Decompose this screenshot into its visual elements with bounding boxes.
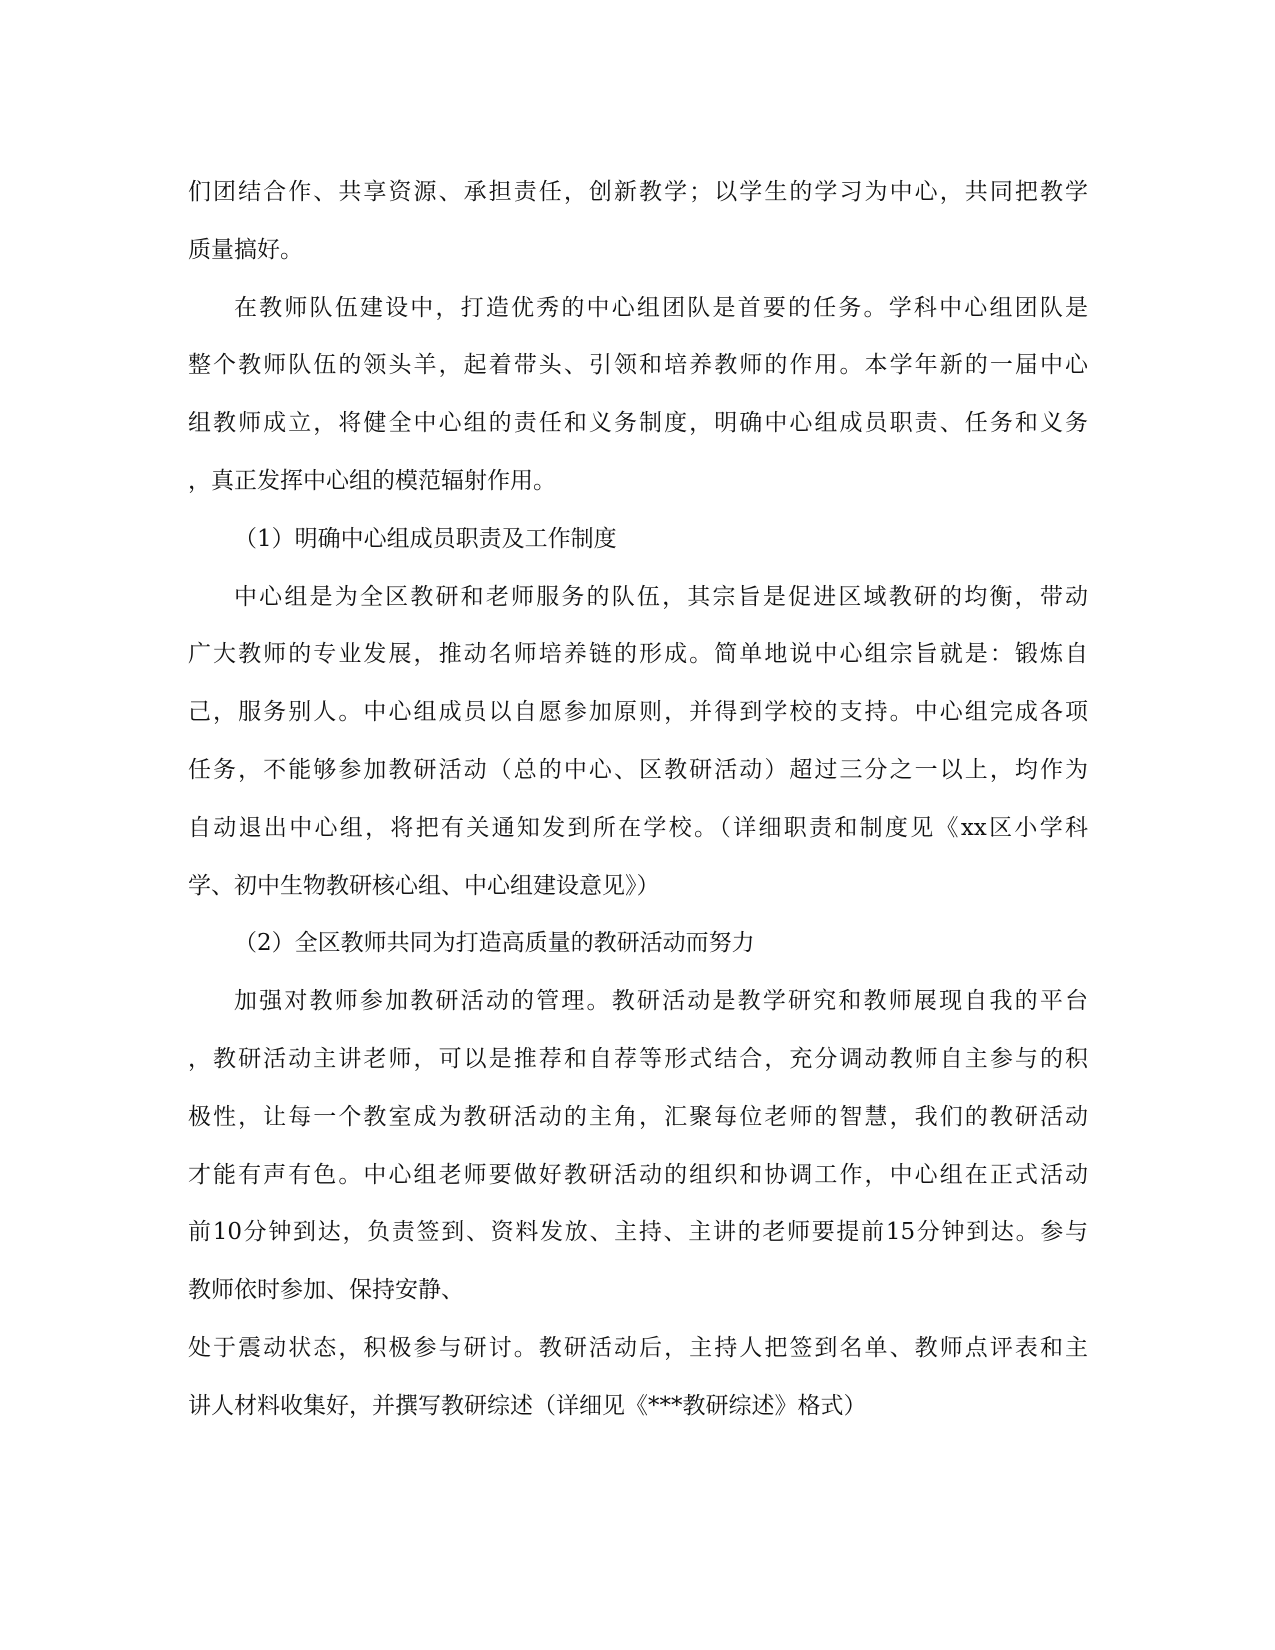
text-line: 质量搞好。 bbox=[188, 236, 303, 263]
text-line: 自动退出中心组，将把有关通知发到所在学校。（详细职责和制度见《xx区小学科 bbox=[188, 814, 1088, 841]
text-line: 才能有声有色。中心组老师要做好教研活动的组织和协调工作，中心组在正式活动 bbox=[188, 1161, 1088, 1188]
text-line: 教师依时参加、保持安静、 bbox=[188, 1277, 464, 1304]
text-line: 处于震动状态，积极参与研讨。教研活动后，主持人把签到名单、教师点评表和主 bbox=[188, 1334, 1088, 1361]
text-line: 前10分钟到达，负责签到、资料发放、主持、主讲的老师要提前15分钟到达。参与 bbox=[188, 1219, 1088, 1246]
text-line: 中心组是为全区教研和老师服务的队伍，其宗旨是促进区域教研的均衡，带动 bbox=[234, 583, 1088, 610]
text-line: 学、初中生物教研核心组、中心组建设意见》） bbox=[188, 872, 660, 899]
text-line: ，教研活动主讲老师，可以是推荐和自荐等形式结合，充分调动教师自主参与的积 bbox=[188, 1045, 1088, 1072]
text-line: 讲人材料收集好，并撰写教研综述（详细见《***教研综述》格式） bbox=[188, 1392, 867, 1419]
text-line: 加强对教师参加教研活动的管理。教研活动是教学研究和教师展现自我的平台 bbox=[234, 988, 1088, 1015]
text-line: 在教师队伍建设中，打造优秀的中心组团队是首要的任务。学科中心组团队是 bbox=[234, 294, 1088, 321]
section-heading: （1）明确中心组成员职责及工作制度 bbox=[234, 525, 617, 552]
document-body bbox=[188, 164, 1088, 1436]
section-heading: （2）全区教师共同为打造高质量的教研活动而努力 bbox=[234, 930, 755, 957]
text-line: 己，服务别人。中心组成员以自愿参加原则，并得到学校的支持。中心组完成各项 bbox=[188, 699, 1088, 726]
text-line: 广大教师的专业发展，推动名师培养链的形成。简单地说中心组宗旨就是：锻炼自 bbox=[188, 641, 1088, 668]
text-line: 任务，不能够参加教研活动（总的中心、区教研活动）超过三分之一以上，均作为 bbox=[188, 756, 1088, 783]
text-line: 整个教师队伍的领头羊，起着带头、引领和培养教师的作用。本学年新的一届中心 bbox=[188, 352, 1088, 379]
text-line: 组教师成立，将健全中心组的责任和义务制度，明确中心组成员职责、任务和义务 bbox=[188, 410, 1088, 437]
text-line: 极性，让每一个教室成为教研活动的主角，汇聚每位老师的智慧，我们的教研活动 bbox=[188, 1103, 1088, 1130]
text-line: ，真正发挥中心组的模范辐射作用。 bbox=[188, 467, 556, 494]
text-line: 们团结合作、共享资源、承担责任，创新教学；以学生的学习为中心，共同把教学 bbox=[188, 179, 1088, 205]
